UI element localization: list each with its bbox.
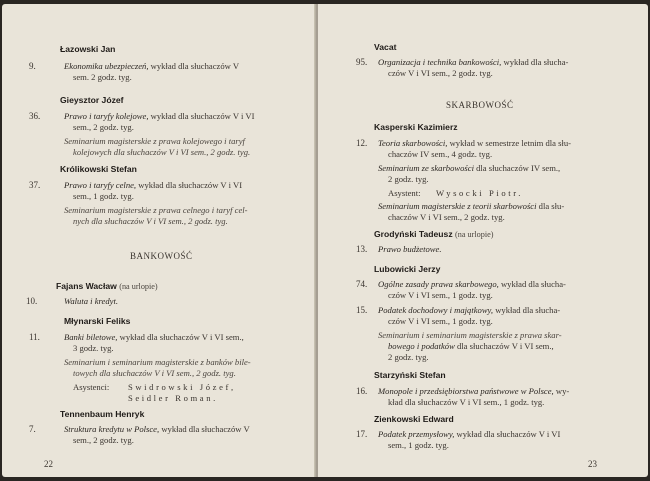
course-details-cont: czów V i VI sem., 1 godz. tyg.	[388, 290, 493, 300]
course-title: Prawo i taryfy kolejowe,	[64, 111, 149, 121]
left-page	[2, 4, 316, 477]
seminar-line: Seminarium i seminarium magisterskie z prawa skar-	[378, 330, 562, 340]
lecturer-name	[374, 229, 493, 240]
leave-note: (na urlopie)	[119, 282, 158, 291]
course-title: Banki biletowe,	[64, 332, 118, 342]
lecturer-name: Królikowski Stefan	[60, 164, 137, 174]
course-details-cont: sem., 1 godz. tyg.	[388, 440, 449, 450]
course-line	[378, 279, 566, 290]
course-number: 36.	[29, 111, 41, 121]
seminar-line: Seminarium magisterskie z prawa kolejowego i taryf	[64, 136, 245, 146]
assistant-label: Asystenci:	[73, 382, 110, 392]
course-details: wykład dla słucha-	[500, 279, 566, 289]
course-number: 9.	[29, 61, 36, 71]
course-details-cont: sem., 2 godz. tyg.	[73, 122, 134, 132]
lecturer-name-text: Fajans Wacław	[56, 281, 117, 291]
course-details-cont: kład dla słuchaczów V i VI sem., 1 godz. tyg.	[388, 397, 545, 407]
course-details-cont: 3 godz. tyg.	[73, 343, 114, 353]
course-line	[64, 61, 239, 72]
seminar-title: bowego i podatków	[388, 341, 455, 351]
section-heading: SKARBOWOŚĆ	[446, 100, 514, 110]
section-heading: BANKOWOŚĆ	[130, 251, 193, 261]
course-line	[378, 429, 560, 440]
lecturer-name: Kasperski Kazimierz	[374, 122, 458, 132]
course-number: 74.	[356, 279, 368, 289]
seminar-line-cont: 2 godz. tyg.	[388, 174, 429, 184]
course-details: wykład dla słuchaczów V i VI sem.,	[119, 332, 244, 342]
seminar-details: dla słuchaczów IV sem.,	[476, 163, 561, 173]
course-line	[378, 138, 571, 149]
course-line	[64, 296, 118, 307]
course-number: 15.	[356, 305, 368, 315]
course-line	[64, 111, 254, 122]
lecturer-name	[56, 281, 158, 292]
course-details-cont: sem. 2 godz. tyg.	[73, 72, 132, 82]
page-number: 23	[588, 459, 597, 469]
course-details-cont: sem., 2 godz. tyg.	[73, 435, 134, 445]
course-title: Monopole i przedsiębiorstwa państwowe w Polsce,	[378, 386, 554, 396]
course-details: wy-	[555, 386, 570, 396]
course-line	[64, 424, 250, 435]
course-title: Ogólne zasady prawa skarbowego,	[378, 279, 499, 289]
course-number: 10.	[26, 296, 38, 306]
course-details-cont: sem., 1 godz. tyg.	[73, 191, 134, 201]
course-details: wykład dla słuchaczów V i VI	[456, 429, 561, 439]
lecturer-name: Lubowicki Jerzy	[374, 264, 441, 274]
seminar-line-cont: towych dla słuchaczów V i VI sem., 2 godz. tyg.	[73, 368, 236, 378]
seminar-details: dla słu-	[538, 201, 565, 211]
course-title: Podatek przemysłowy,	[378, 429, 455, 439]
assistant-name: Seidler Roman.	[128, 393, 218, 403]
course-line	[378, 244, 442, 255]
lecturer-name: Młynarski Feliks	[64, 316, 131, 326]
leave-note: (na urlopie)	[455, 230, 494, 239]
lecturer-name: Tennenbaum Henryk	[60, 409, 145, 419]
course-number: 16.	[356, 386, 368, 396]
course-line	[64, 332, 244, 343]
seminar-line: Seminarium magisterskie z prawa celnego i taryf cel-	[64, 205, 248, 215]
course-title: Podatek dochodowy i majątkowy,	[378, 305, 494, 315]
seminar-line: Seminarium i seminarium magisterskie z banków bile-	[64, 357, 251, 367]
seminar-line-cont: nych dla słuchaczów V i VI sem., 2 godz. tyg.	[73, 216, 228, 226]
assistant-name: Swidrowski Józef,	[128, 382, 236, 392]
course-title: Prawo i taryfy celne,	[64, 180, 137, 190]
course-details-cont: chaczów IV sem., 4 godz. tyg.	[388, 149, 493, 159]
course-number: 13.	[356, 244, 368, 254]
course-details: wykład dla słuchaczów V i VI	[150, 111, 255, 121]
course-line	[378, 305, 560, 316]
seminar-line-cont: 2 godz. tyg.	[388, 352, 429, 362]
seminar-line	[378, 201, 564, 212]
course-details-cont: czów V i VI sem., 1 godz. tyg.	[388, 316, 493, 326]
course-title: Prawo budżetowe.	[378, 244, 442, 254]
course-details: wykład dla słuchaczów V	[161, 424, 250, 434]
seminar-title: Seminarium magisterskie z teorii skarbowości	[378, 201, 537, 211]
seminar-line-cont: kolejowych dla słuchaczów V i VI sem., 2 godz. tyg.	[73, 147, 251, 157]
course-number: 11.	[29, 332, 40, 342]
course-details: wykład w semestrze letnim dla słu-	[449, 138, 572, 148]
seminar-title: Seminarium ze skarbowości	[378, 163, 474, 173]
course-number: 95.	[356, 57, 368, 67]
seminar-line	[378, 163, 560, 174]
assistant-label: Asystent:	[388, 188, 421, 198]
course-title: Organizacja i technika bankowości,	[378, 57, 502, 67]
lecturer-name: Starzyński Stefan	[374, 370, 446, 380]
course-details: wykład dla słucha-	[503, 57, 569, 67]
lecturer-name: Zienkowski Edward	[374, 414, 454, 424]
course-number: 37.	[29, 180, 41, 190]
seminar-line-cont	[388, 341, 554, 352]
course-details-cont: czów V i VI sem., 2 godz. tyg.	[388, 68, 493, 78]
seminar-line-cont: chaczów V i VI sem., 2 godz. tyg.	[388, 212, 505, 222]
assistant-name: Wysocki Piotr.	[436, 188, 523, 198]
lecturer-name: Vacat	[374, 42, 397, 52]
course-number: 17.	[356, 429, 368, 439]
lecturer-name: Łazowski Jan	[60, 44, 116, 54]
course-number: 7.	[29, 424, 36, 434]
course-line	[378, 386, 569, 397]
course-title: Teoria skarbowości,	[378, 138, 448, 148]
course-title: Waluta i kredyt.	[64, 296, 119, 306]
course-line	[64, 180, 242, 191]
course-details: wykład dla słucha-	[495, 305, 561, 315]
lecturer-name: Gieysztor Józef	[60, 95, 124, 105]
right-page	[318, 4, 648, 477]
course-title: Ekonomika ubezpieczeń,	[64, 61, 149, 71]
course-details: wykład dla słuchaczów V	[150, 61, 240, 71]
course-line	[378, 57, 568, 68]
course-title: Struktura kredytu w Polsce,	[64, 424, 160, 434]
seminar-details: dla słuchaczów V i VI sem.,	[457, 341, 554, 351]
course-details: wykład dla słuchaczów V i VI	[138, 180, 243, 190]
course-number: 12.	[356, 138, 368, 148]
lecturer-name-text: Grodyński Tadeusz	[374, 229, 453, 239]
page-number: 22	[44, 459, 53, 469]
